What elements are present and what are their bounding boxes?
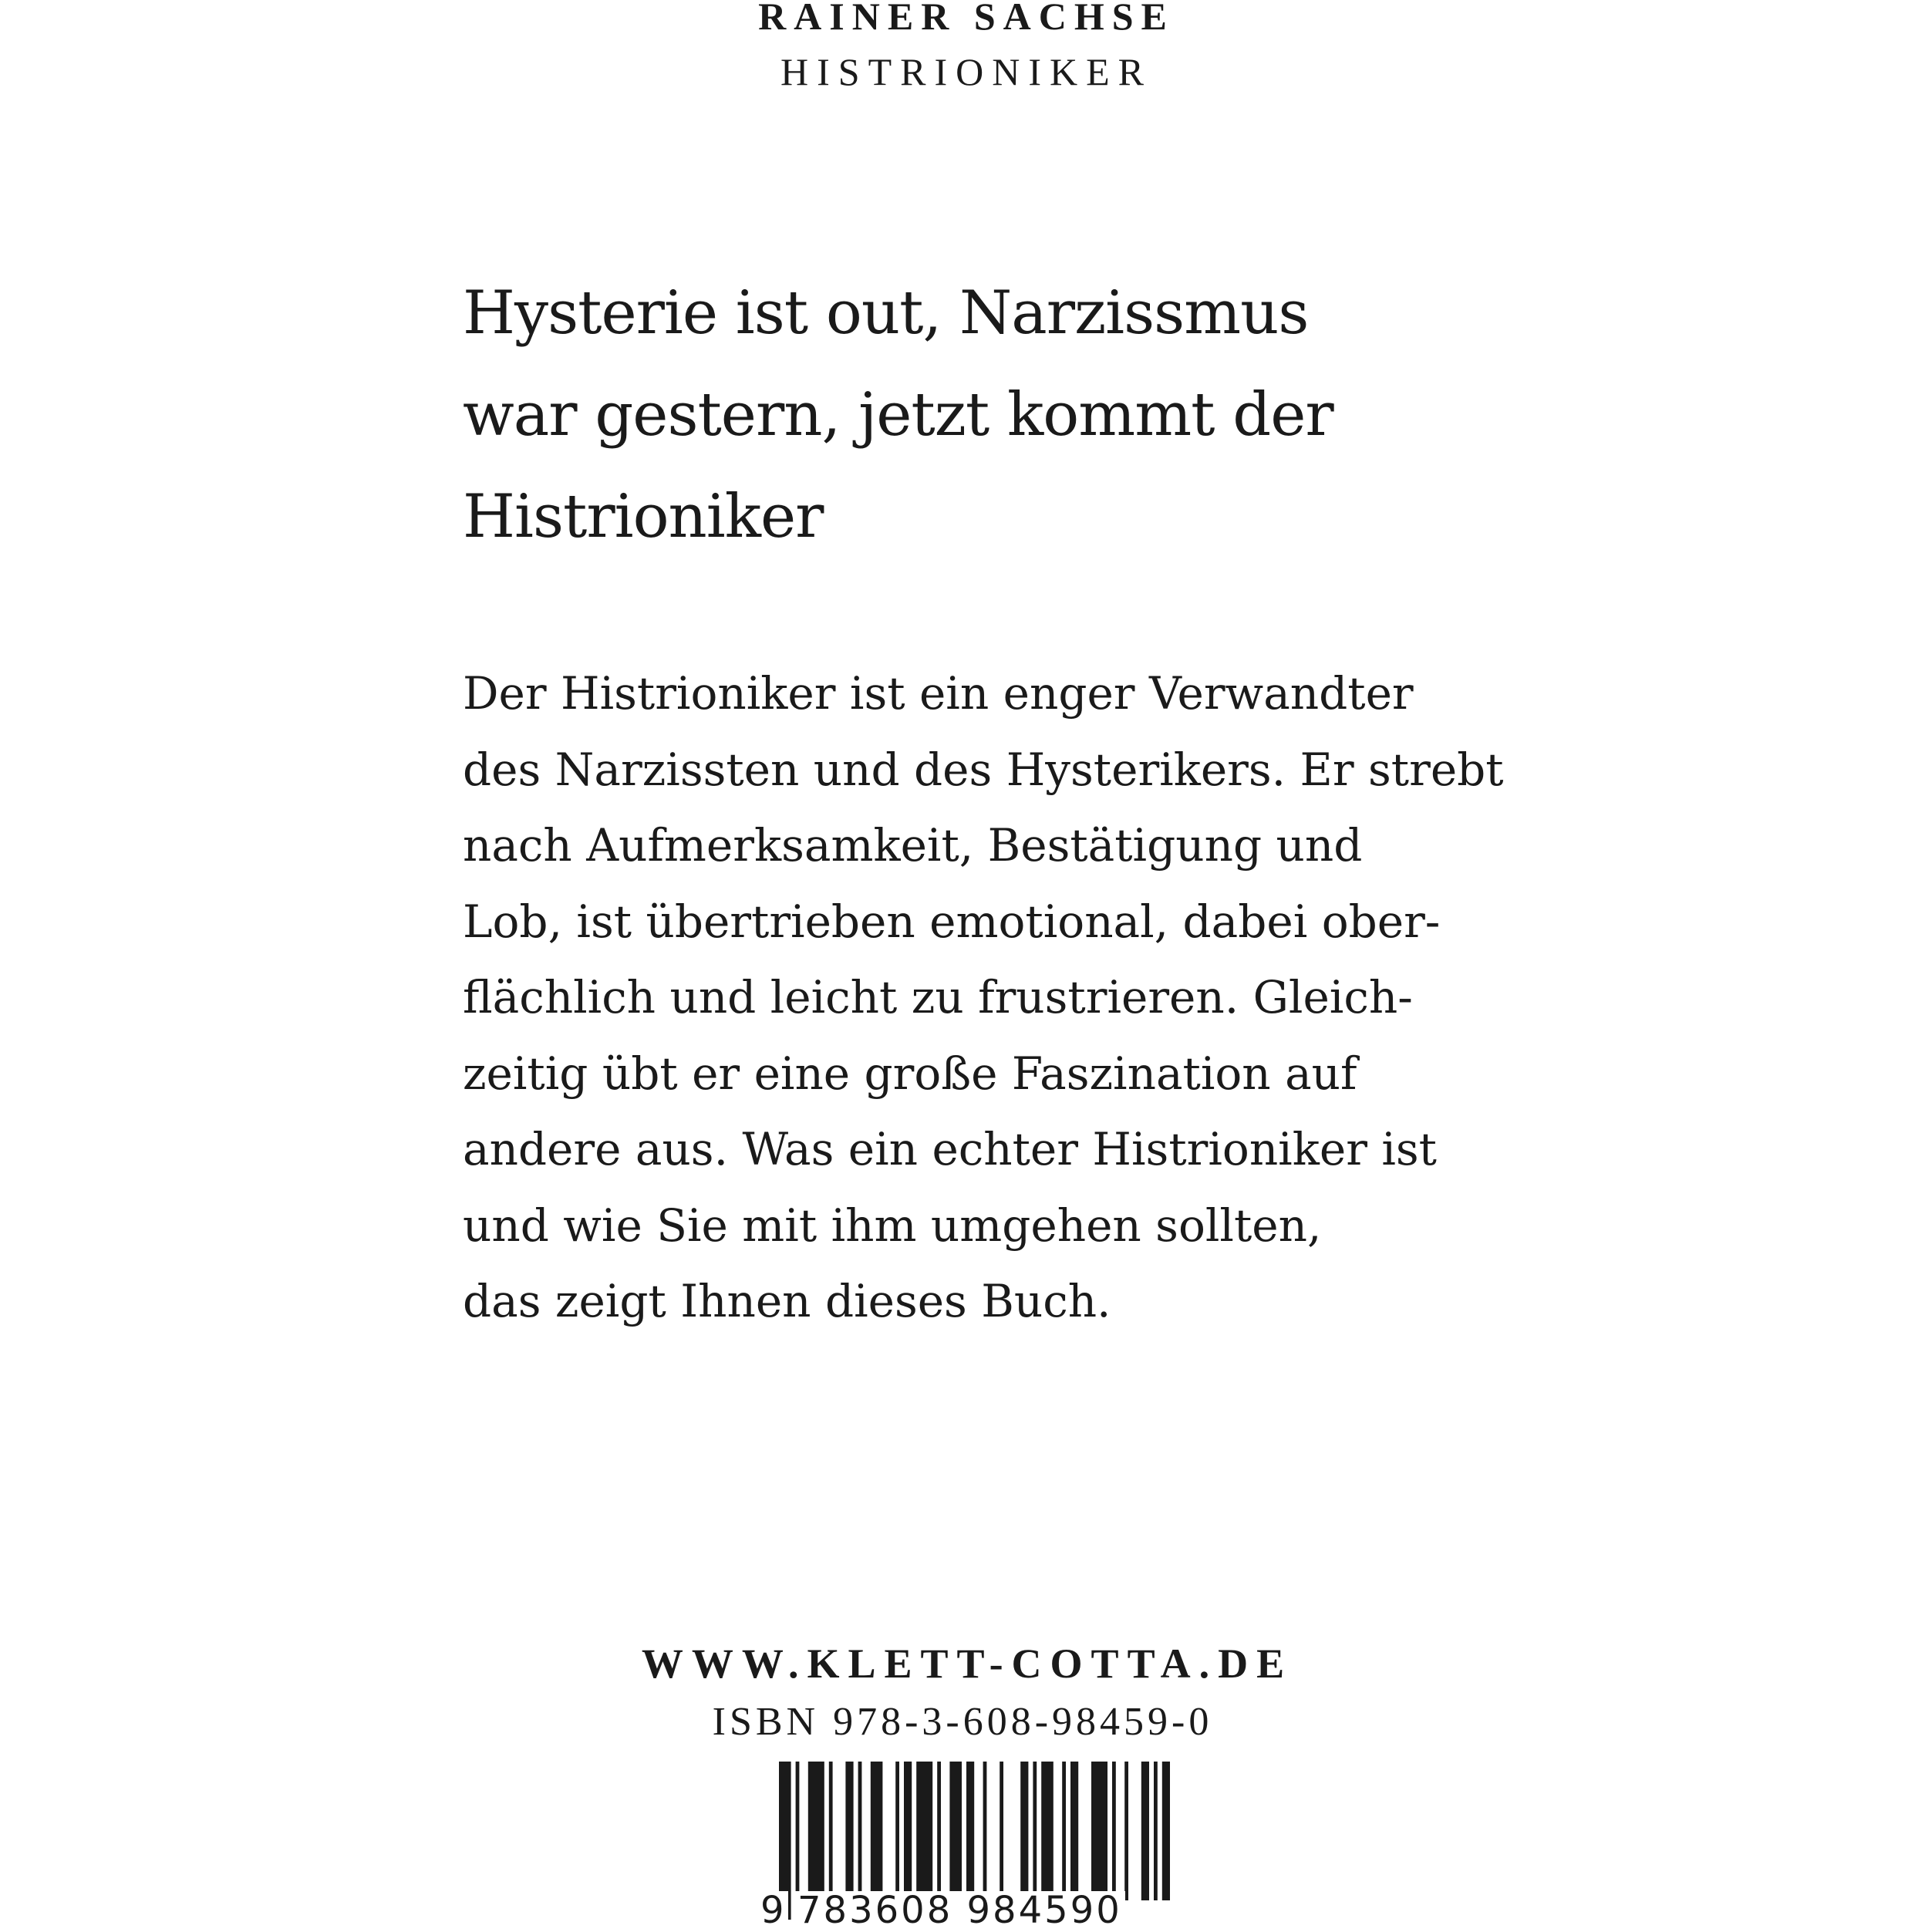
blurb-line: des Narzissten und des Hysterikers. Er strebt [463, 743, 1504, 796]
publisher-website: WWW.KLETT-COTTA.DE [641, 1640, 1293, 1687]
barcode [756, 1762, 1188, 1932]
barcode-bar [1154, 1762, 1158, 1900]
blurb-line: Der Histrioniker ist ein enger Verwandter [463, 667, 1414, 720]
barcode-bar [808, 1762, 824, 1900]
isbn-number: ISBN 978-3-608-98459-0 [712, 1700, 1213, 1744]
barcode-main-digits: 783608 984590 [794, 1891, 1125, 1930]
author-name: RAINER SACHSE [758, 0, 1175, 38]
barcode-bar [1141, 1762, 1149, 1900]
blurb-line: andere aus. Was ein echter Histrioniker ist [463, 1123, 1437, 1175]
headline-line: Histrioniker [463, 482, 824, 551]
headline-line: war gestern, jetzt kommt der [463, 380, 1333, 450]
barcode-bar [858, 1762, 862, 1900]
barcode-bar [1162, 1762, 1170, 1900]
barcode-bar [949, 1762, 962, 1900]
barcode-bar [916, 1762, 932, 1900]
barcode-bar [1041, 1762, 1054, 1900]
headline-line: Hysterie ist out, Narzissmus [463, 278, 1309, 348]
barcode-bar [845, 1762, 853, 1900]
blurb-line: nach Aufmerksamkeit, Bestätigung und [463, 819, 1363, 872]
blurb-line: flächlich und leicht zu frustrieren. Gleich- [463, 971, 1413, 1023]
barcode-bar [937, 1762, 941, 1900]
blurb-line: Lob, ist übertrieben emotional, dabei ober- [463, 895, 1441, 948]
barcode-bar [1070, 1762, 1078, 1900]
barcode-bar [1000, 1762, 1003, 1900]
barcode-bar [983, 1762, 987, 1900]
barcode-digits [756, 1891, 1188, 1930]
barcode-bar [1124, 1762, 1128, 1900]
headline [463, 262, 1542, 568]
barcode-bar [829, 1762, 833, 1900]
barcode-bar [904, 1762, 912, 1900]
barcode-bar [871, 1762, 883, 1900]
book-title: HISTRIONIKER [780, 50, 1152, 93]
barcode-lead-digit: 9 [760, 1889, 787, 1932]
barcode-bar [1020, 1762, 1028, 1900]
blurb-line: und wie Sie mit ihm umgehen sollten, [463, 1199, 1322, 1252]
blurb-text [463, 656, 1542, 1340]
barcode-bar [1062, 1762, 1066, 1900]
blurb-line: das zeigt Ihnen dieses Buch. [463, 1275, 1111, 1327]
blurb-line: zeitig übt er eine große Faszination auf [463, 1047, 1357, 1100]
barcode-bar [895, 1762, 899, 1900]
barcode-bar [1033, 1762, 1037, 1900]
barcode-bar [966, 1762, 974, 1900]
